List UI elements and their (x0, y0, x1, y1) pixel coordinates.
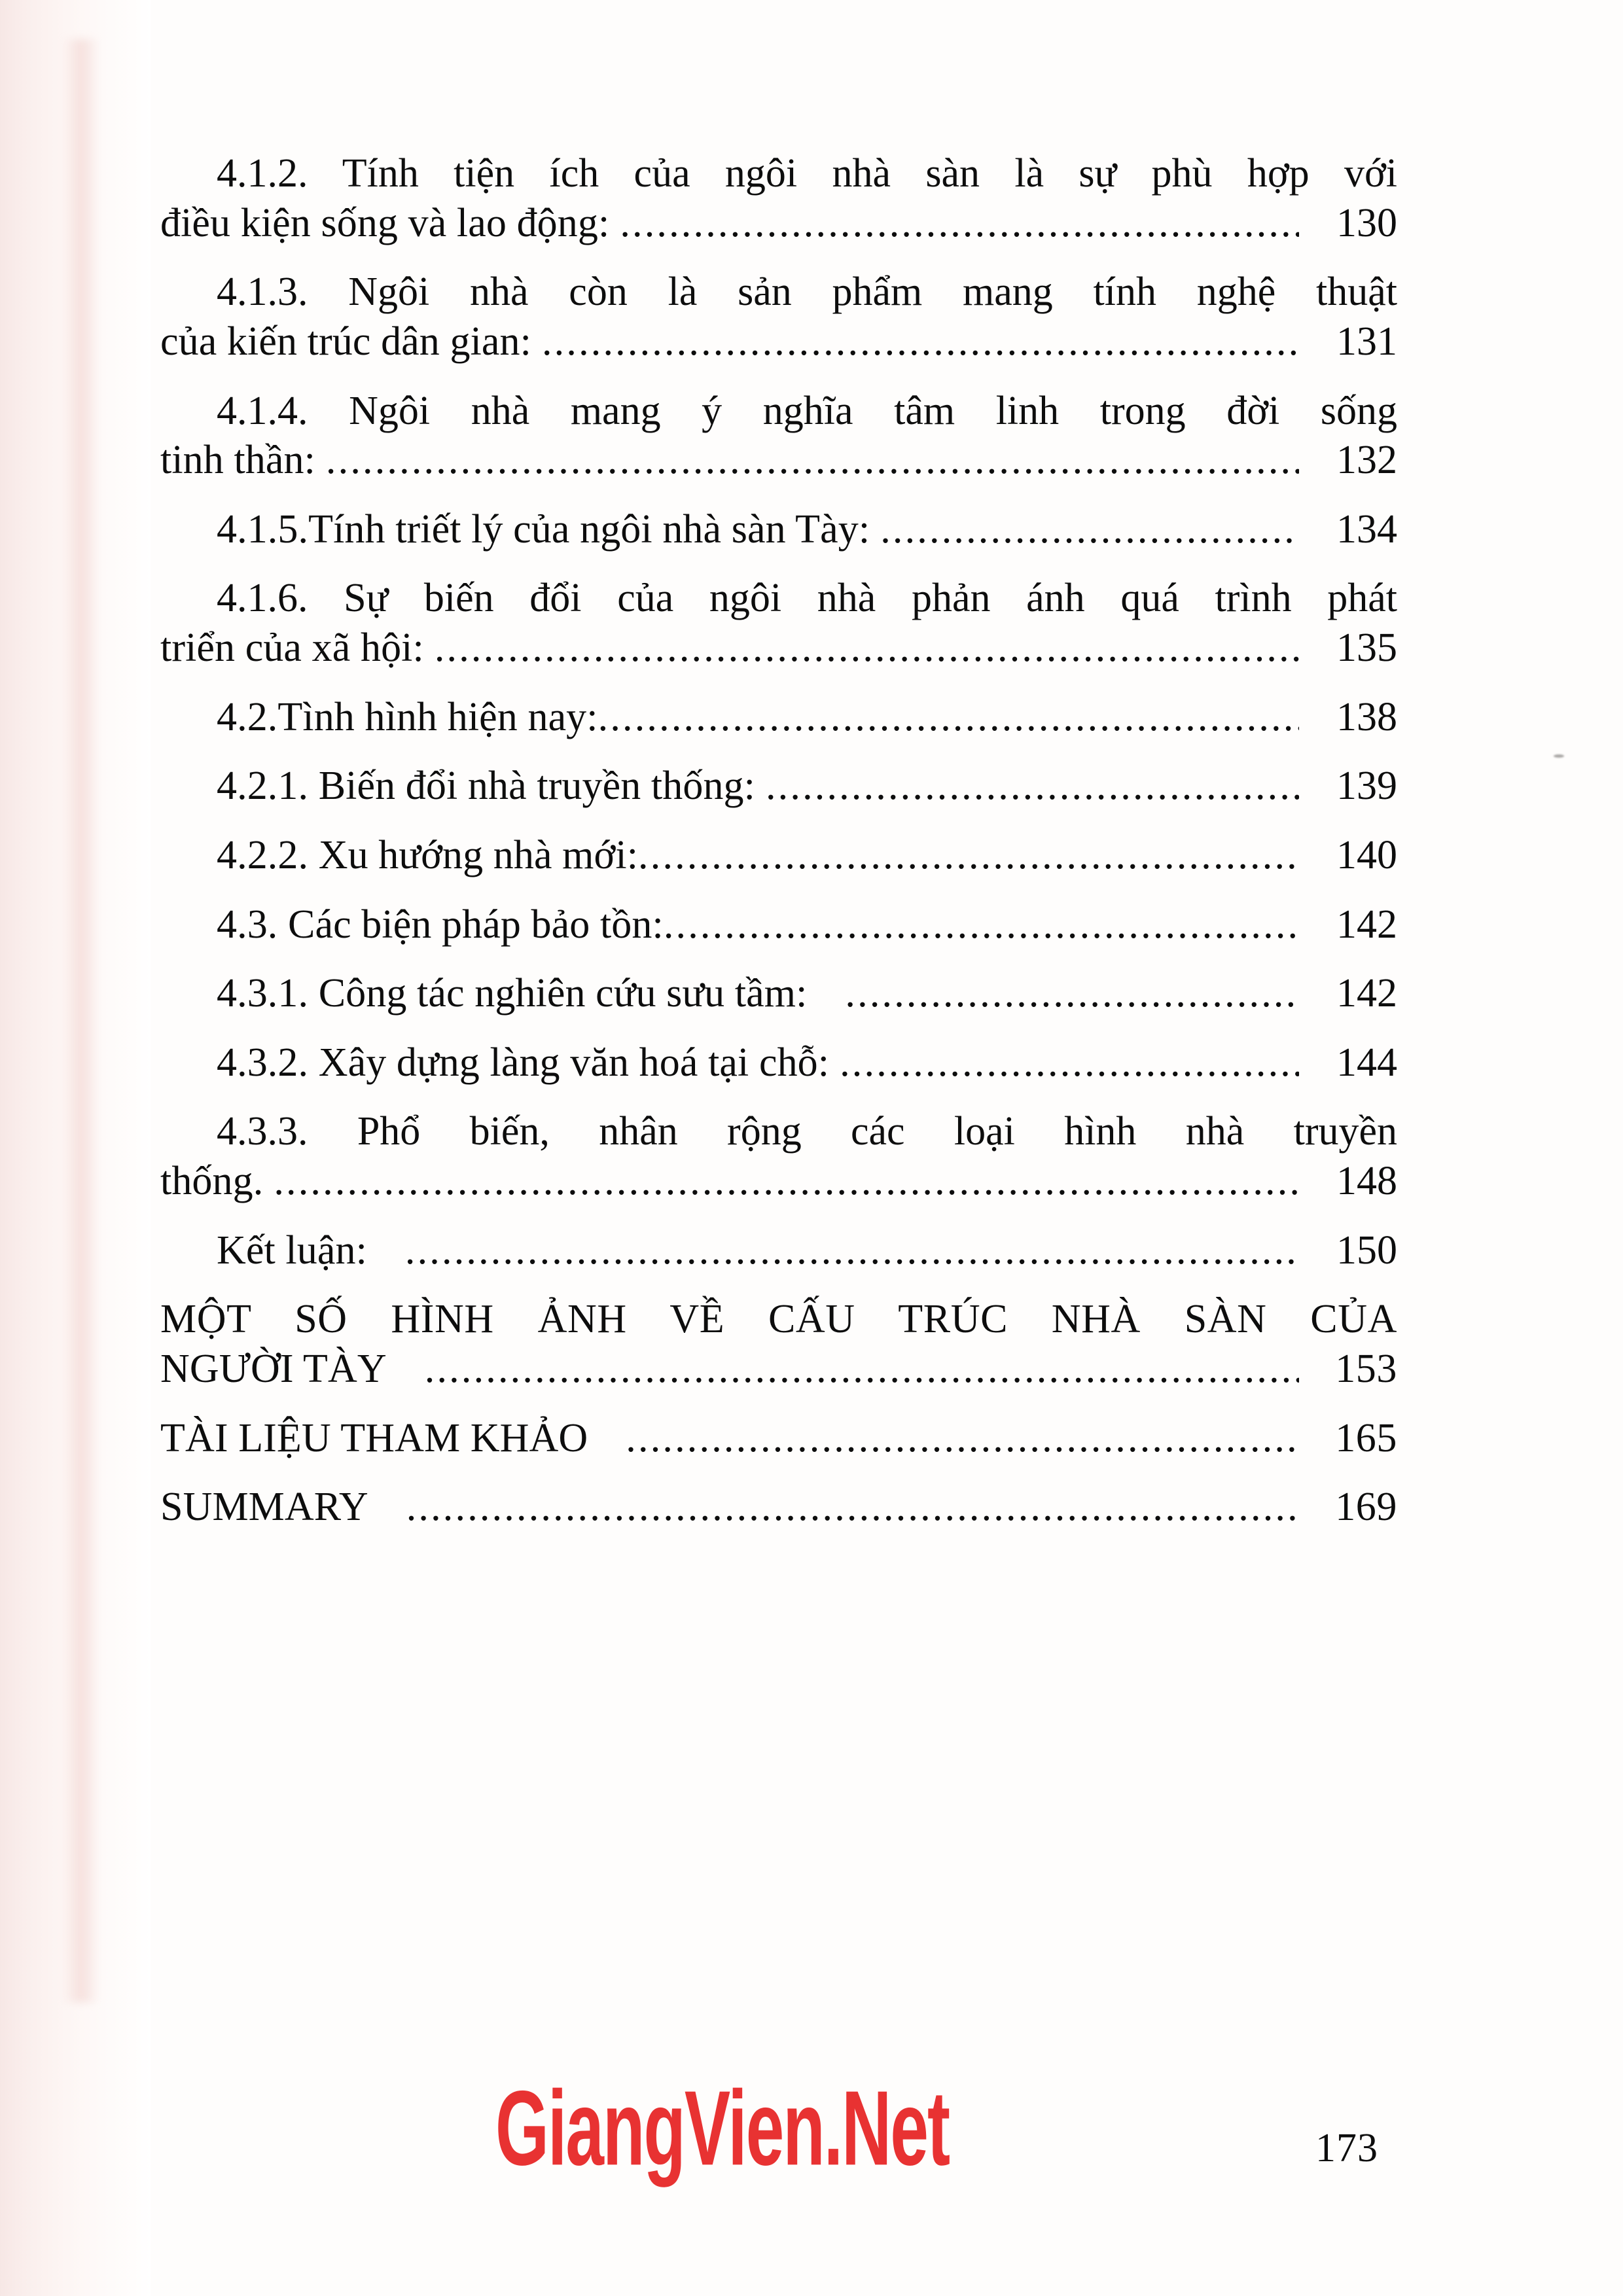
toc-entry-label: 4.2.1. Biến đổi nhà truyền thống: (217, 764, 755, 809)
toc-leader-dots (598, 704, 1299, 742)
table-of-contents (160, 149, 1397, 1552)
toc-leader-dots (845, 981, 1299, 1019)
toc-entry-label: SUMMARY (160, 1485, 368, 1530)
scan-speck (1554, 754, 1564, 758)
toc-page-number: 130 (1336, 200, 1397, 245)
toc-leader-dots (880, 516, 1299, 554)
site-watermark: GiangVien.Net (495, 2068, 950, 2188)
toc-entry-line-1: 4.3.3. Phổ biến, nhân rộng các loại hình nhà truyền (217, 1109, 1397, 1154)
toc-entry-label: 4.2.2. Xu hướng nhà mới: (217, 832, 639, 877)
toc-leader-dots (425, 1356, 1299, 1394)
toc-entry[interactable] (160, 693, 1397, 743)
toc-entry-label: 4.3.2. Xây dựng làng văn hoá tại chỗ: (217, 1040, 830, 1085)
toc-leader-dots (620, 210, 1299, 248)
toc-entry[interactable] (160, 505, 1397, 555)
toc-leader-dots (406, 1494, 1299, 1532)
toc-entry[interactable] (160, 574, 1397, 673)
toc-leader-dots (542, 329, 1299, 367)
toc-entry[interactable] (160, 1107, 1397, 1206)
toc-entry-label: NGƯỜI TÀY (160, 1346, 387, 1391)
toc-page-number: 139 (1336, 764, 1397, 809)
toc-entry[interactable] (160, 969, 1397, 1019)
toc-leader-dots (638, 843, 1299, 881)
toc-page-number: 134 (1336, 506, 1397, 552)
toc-entry[interactable] (160, 1414, 1397, 1464)
toc-page-number: 150 (1336, 1227, 1397, 1273)
toc-page-number: 165 (1335, 1415, 1397, 1460)
toc-leader-dots (274, 1169, 1299, 1207)
toc-leader-dots (326, 448, 1299, 486)
toc-leader-dots (435, 635, 1299, 673)
toc-leader-dots (766, 773, 1299, 811)
toc-entry-line-1: 4.1.6. Sự biến đổi của ngôi nhà phản ánh quá trình phát (217, 576, 1397, 621)
page-spine-streak (63, 39, 99, 2002)
toc-entry-line-1: 4.1.2. Tính tiện ích của ngôi nhà sàn là sự phù hợp với (217, 151, 1397, 196)
toc-leader-dots (405, 1237, 1299, 1275)
toc-page-number: 138 (1336, 694, 1397, 739)
toc-entry[interactable] (160, 1483, 1397, 1532)
toc-entry-label: 4.1.5.Tính triết lý của ngôi nhà sàn Tày: (217, 506, 870, 552)
toc-entry[interactable] (160, 1226, 1397, 1276)
toc-page-number: 142 (1336, 971, 1397, 1016)
toc-page-number: 140 (1336, 832, 1397, 877)
toc-page-number: 135 (1336, 626, 1397, 670)
toc-entry-line-1: 4.1.3. Ngôi nhà còn là sản phẩm mang tính nghệ thuật (217, 270, 1397, 315)
toc-entry-line-1: 4.1.4. Ngôi nhà mang ý nghĩa tâm linh trong đời sống (217, 388, 1397, 433)
toc-entry[interactable] (160, 831, 1397, 881)
toc-page-number: 169 (1335, 1485, 1397, 1530)
toc-leader-dots (664, 911, 1299, 949)
toc-entry[interactable] (160, 762, 1397, 811)
toc-entry-label: triển của xã hội: (160, 626, 424, 670)
toc-leader-dots (626, 1425, 1299, 1463)
toc-entry[interactable] (160, 1038, 1397, 1088)
toc-page-number: 144 (1336, 1040, 1397, 1085)
toc-page-number: 142 (1336, 902, 1397, 947)
toc-entry-label: 4.3. Các biện pháp bảo tồn: (217, 902, 664, 947)
toc-entry-label: thống. (160, 1159, 264, 1203)
page-folio-number: 173 (1315, 2126, 1378, 2170)
toc-entry[interactable] (160, 149, 1397, 248)
toc-page-number: 132 (1336, 438, 1397, 483)
toc-entry-label: 4.2.Tình hình hiện nay: (217, 694, 598, 739)
toc-entry[interactable] (160, 268, 1397, 366)
toc-page-number: 148 (1336, 1159, 1397, 1203)
toc-entry-label: Kết luận: (217, 1227, 367, 1273)
toc-entry-line-1: MỘT SỐ HÌNH ẢNH VỀ CẤU TRÚC NHÀ SÀN CỦA (160, 1297, 1397, 1342)
toc-entry-label: TÀI LIỆU THAM KHẢO (160, 1415, 588, 1460)
toc-entry[interactable] (160, 1295, 1397, 1394)
toc-page-number: 131 (1336, 319, 1397, 364)
toc-entry[interactable] (160, 900, 1397, 950)
toc-page-number: 153 (1335, 1346, 1397, 1391)
toc-entry-label: của kiến trúc dân gian: (160, 319, 531, 364)
toc-entry[interactable] (160, 387, 1397, 486)
toc-entry-label: 4.3.1. Công tác nghiên cứu sưu tầm: (217, 971, 808, 1016)
toc-entry-label: tinh thần: (160, 438, 315, 483)
toc-leader-dots (840, 1050, 1299, 1087)
toc-entry-label: điều kiện sống và lao động: (160, 200, 610, 245)
